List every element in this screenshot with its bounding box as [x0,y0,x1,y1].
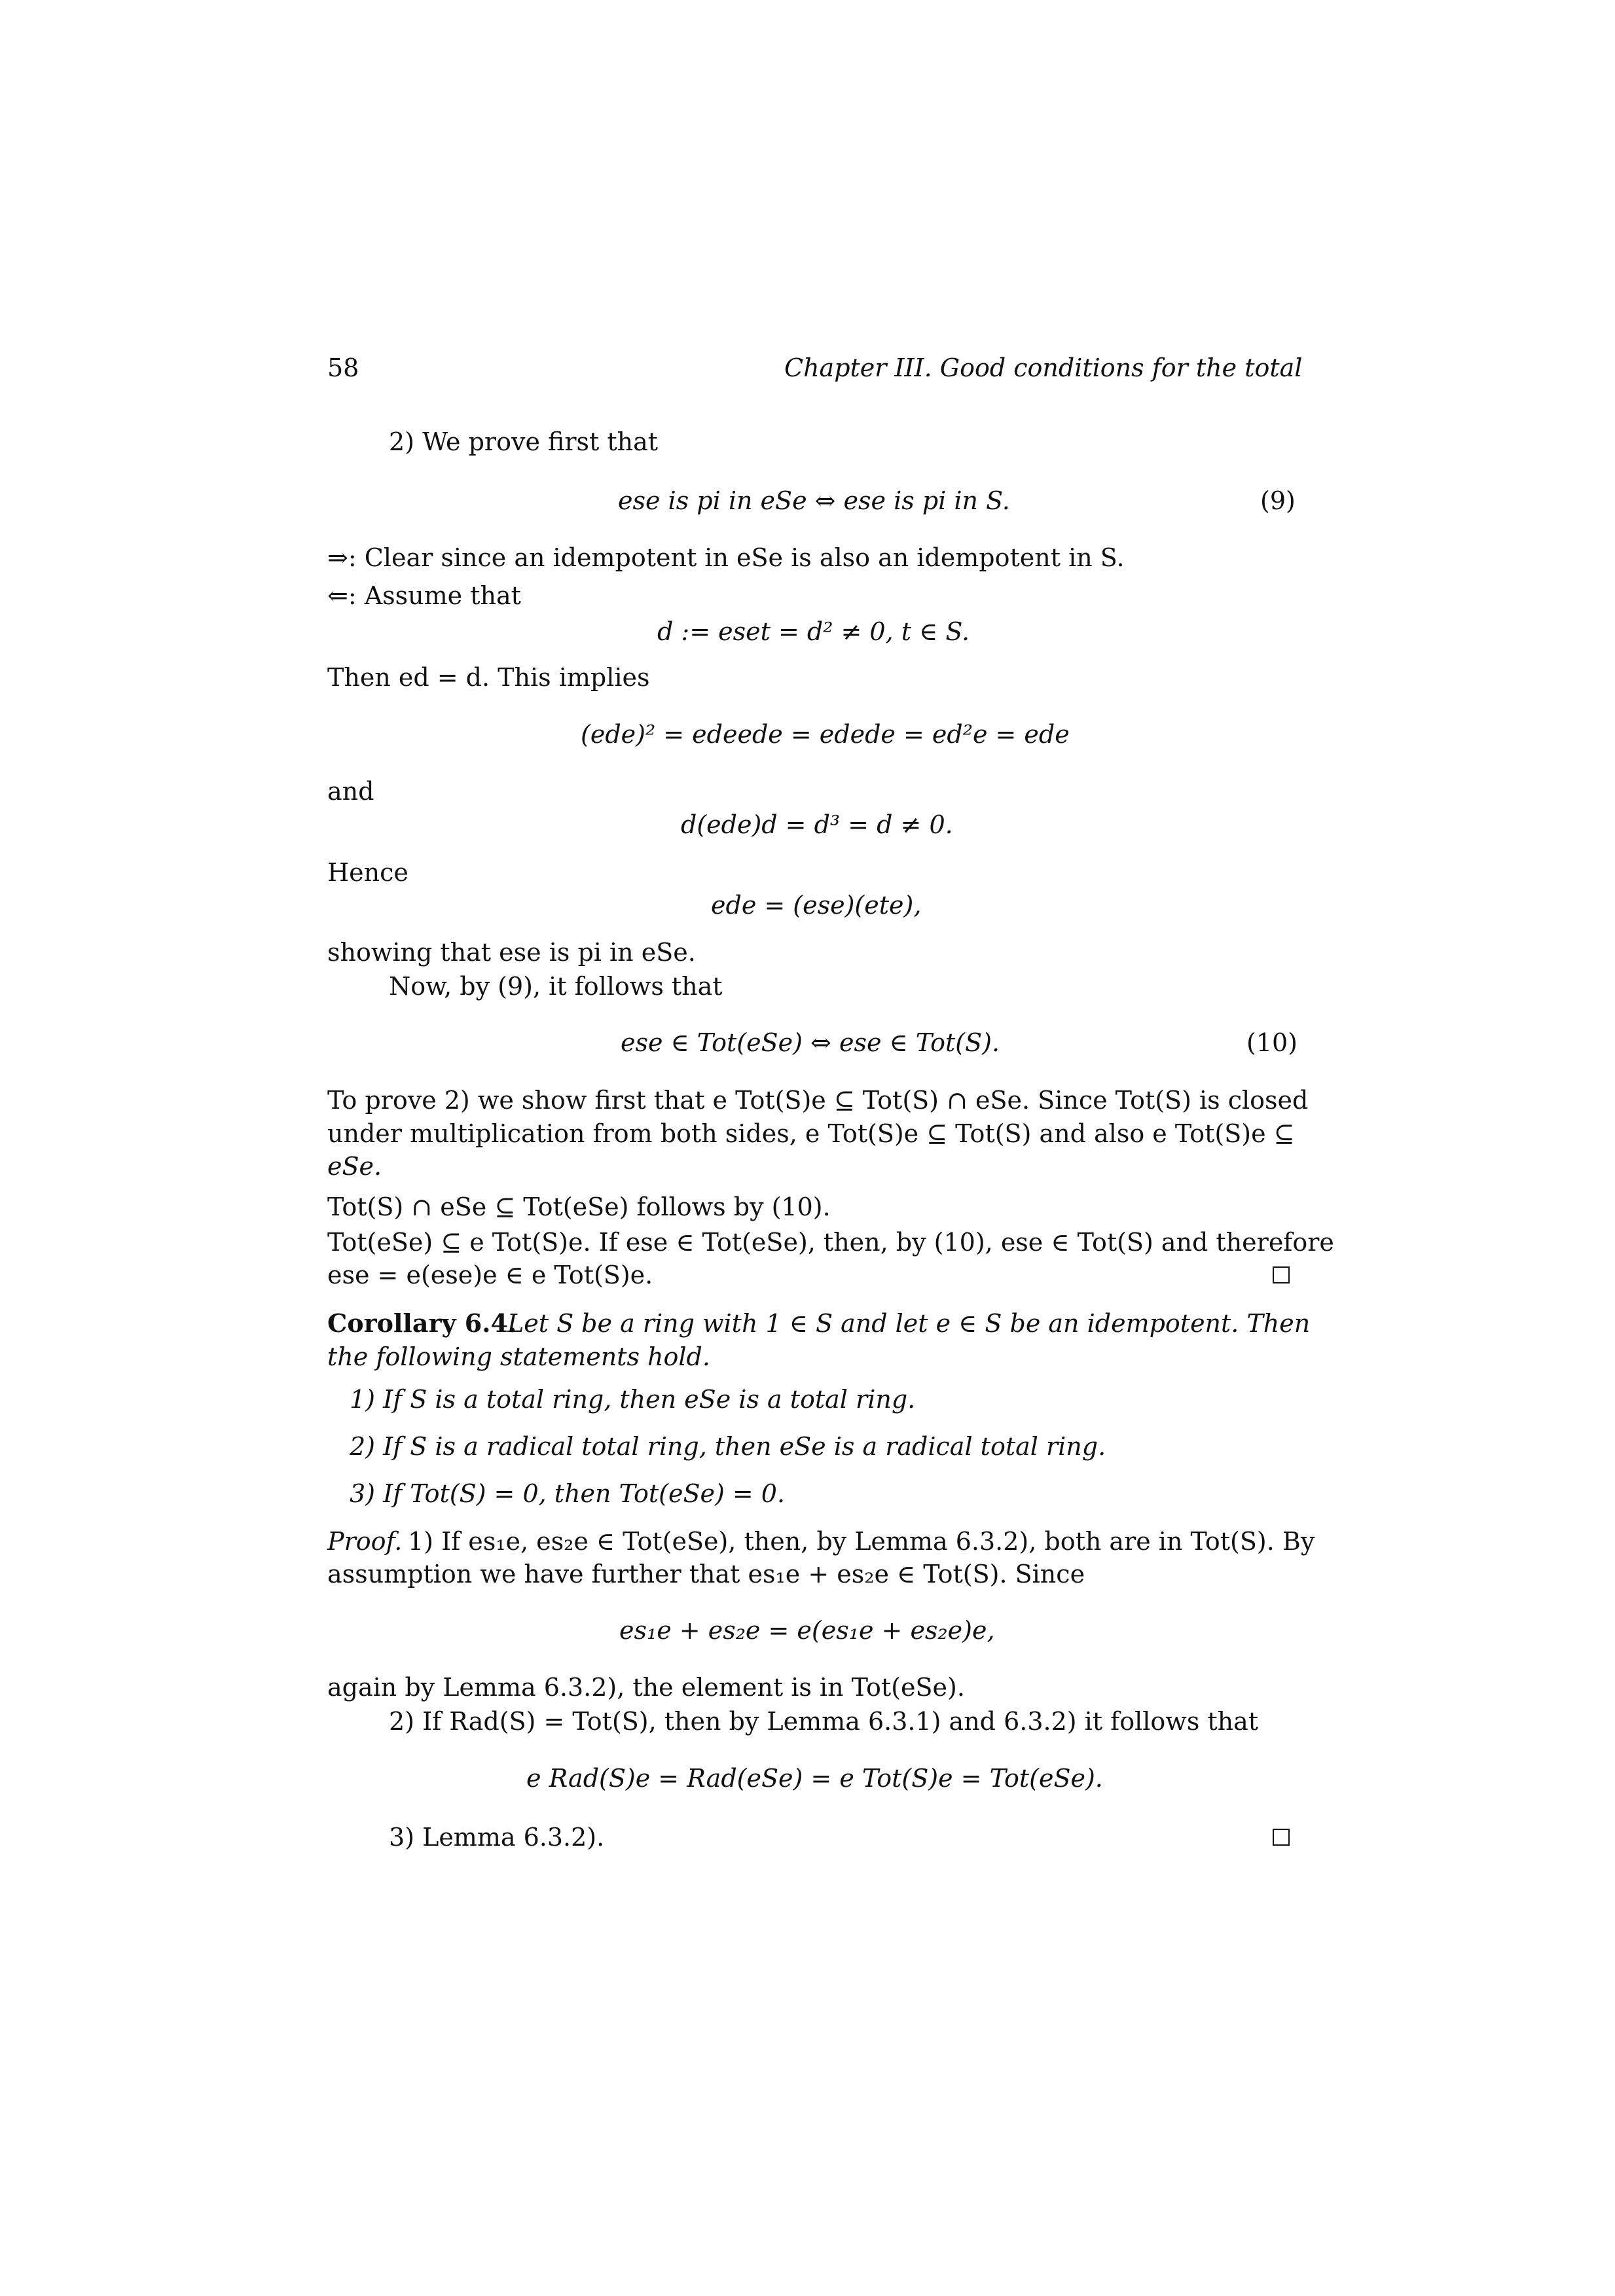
proof-label: Proof. [327,1527,403,1556]
then-ed-equals-d: Then ed = d. This implies [327,663,650,692]
equation-number-9: (9) [1260,486,1296,515]
equation-d-definition: d := eset = d² ≠ 0, t ∈ S. [657,617,970,646]
equation-number-10: (10) [1246,1028,1298,1057]
paragraph-line: ese = e(ese)e ∈ e Tot(S)e. [327,1261,653,1289]
proof-step-2: 2) If Rad(S) = Tot(S), then by Lemma 6.3.1) and 6.3.2) it follows that [389,1707,1259,1736]
connector-hence: Hence [327,858,408,887]
equation-9: ese is pi in eSe ⇔ ese is pi in S. [618,486,1010,515]
inclusion-statement: Tot(S) ∩ eSe ⊆ Tot(eSe) follows by (10). [327,1193,831,1221]
corollary-statement-cont: the following statements hold. [327,1342,710,1371]
corollary-item-2: 2) If S is a radical total ring, then eSe is a radical total ring. [350,1432,1106,1461]
proof-line: assumption we have further that es₁e + es₂e ∈ Tot(S). Since [327,1560,1085,1588]
forward-direction: ⇒: Clear since an idempotent in eSe is also an idempotent in S. [327,543,1125,572]
equation-rad-tot: e Rad(S)e = Rad(eSe) = e Tot(S)e = Tot(eSe). [526,1764,1103,1793]
equation-ede-factorization: ede = (ese)(ete), [711,891,922,920]
qed-square-icon [1273,1266,1290,1283]
proof-step-3: 3) Lemma 6.3.2). [389,1823,605,1852]
paragraph-line: under multiplication from both sides, e Tot(S)e ⊆ Tot(S) and also e Tot(S)e ⊆ [327,1119,1295,1148]
running-title: Chapter III. Good conditions for the total [784,353,1303,382]
corollary-item-1: 1) If S is a total ring, then eSe is a total ring. [350,1385,916,1414]
corollary-item-3: 3) If Tot(S) = 0, then Tot(eSe) = 0. [350,1479,786,1508]
now-by-9: Now, by (9), it follows that [389,972,723,1001]
paragraph-line: eSe. [327,1152,382,1181]
connector-and: and [327,777,374,806]
proof-step-2-intro: 2) We prove first that [389,427,659,456]
corollary-statement: Let S be a ring with 1 ∈ S and let e ∈ S be an idempotent. Then [507,1309,1311,1338]
paragraph-line: To prove 2) we show first that e Tot(S)e ⊆ Tot(S) ∩ eSe. Since Tot(S) is closed [327,1086,1309,1115]
corollary-label: Corollary 6.4. [327,1308,517,1338]
equation-d-ede-d: d(ede)d = d³ = d ≠ 0. [681,810,953,839]
qed-square-icon [1273,1829,1290,1846]
equation-10: ese ∈ Tot(eSe) ⇔ ese ∈ Tot(S). [621,1028,1000,1057]
proof-line: 1) If es₁e, es₂e ∈ Tot(eSe), then, by Lemma 6.3.2), both are in Tot(S). By [408,1527,1315,1556]
equation-ede-squared: (ede)² = edeede = edede = ed²e = ede [581,720,1070,749]
equation-sum: es₁e + es₂e = e(es₁e + es₂e)e, [619,1616,995,1645]
backward-direction: ⇐: Assume that [327,581,521,610]
page-number: 58 [327,353,359,382]
proof-line: again by Lemma 6.3.2), the element is in Tot(eSe). [327,1673,965,1702]
showing-pi-statement: showing that ese is pi in eSe. [327,938,696,967]
paragraph-line: Tot(eSe) ⊆ e Tot(S)e. If ese ∈ Tot(eSe), then, by (10), ese ∈ Tot(S) and therefore [327,1228,1334,1257]
